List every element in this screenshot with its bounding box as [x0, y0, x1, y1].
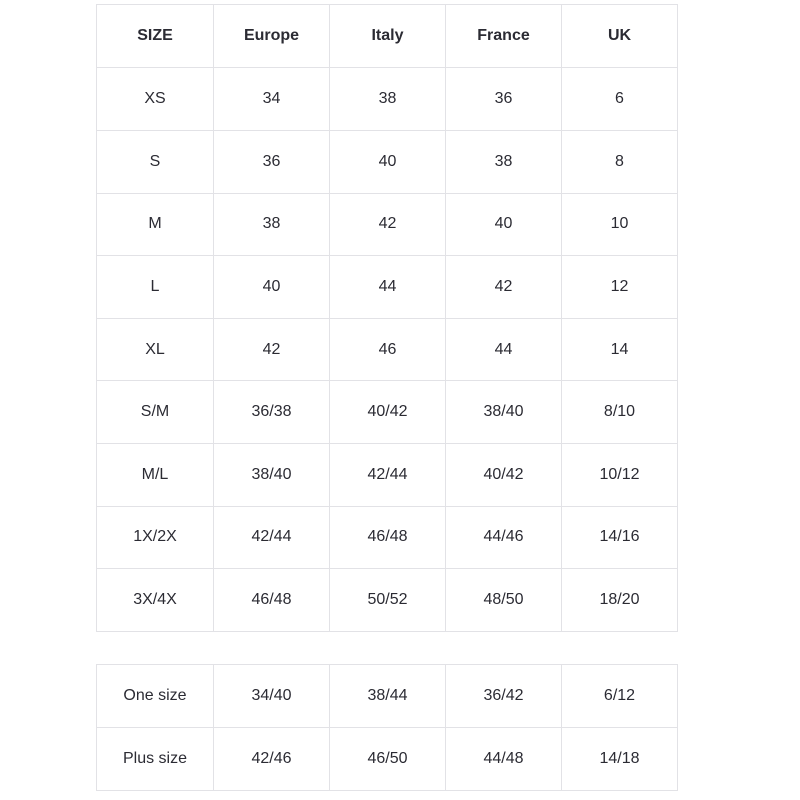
- table-row: [97, 68, 678, 131]
- cell-italy: 46: [330, 318, 446, 381]
- cell-europe: 42: [214, 318, 330, 381]
- row-label: One size: [97, 665, 214, 728]
- cell-italy: 40/42: [330, 381, 446, 444]
- row-label: S: [97, 131, 214, 194]
- cell-uk: 14/18: [562, 728, 678, 791]
- column-header-europe: Europe: [214, 5, 330, 68]
- cell-uk: 6/12: [562, 665, 678, 728]
- table-row: [97, 728, 678, 791]
- table-row: [97, 318, 678, 381]
- table-row: [97, 569, 678, 632]
- column-header-france: France: [446, 5, 562, 68]
- cell-europe: 38: [214, 193, 330, 256]
- cell-france: 40/42: [446, 443, 562, 506]
- cell-italy: 50/52: [330, 569, 446, 632]
- onesize-plussize-table: [96, 664, 678, 791]
- cell-france: 38: [446, 131, 562, 194]
- cell-europe: 36: [214, 131, 330, 194]
- cell-europe: 42/44: [214, 506, 330, 569]
- row-label: S/M: [97, 381, 214, 444]
- cell-europe: 38/40: [214, 443, 330, 506]
- row-label: L: [97, 256, 214, 319]
- table-header: [97, 5, 678, 68]
- table-row: [97, 443, 678, 506]
- cell-italy: 42: [330, 193, 446, 256]
- cell-europe: 34/40: [214, 665, 330, 728]
- cell-italy: 46/48: [330, 506, 446, 569]
- cell-france: 44/46: [446, 506, 562, 569]
- cell-italy: 46/50: [330, 728, 446, 791]
- table-row: [97, 506, 678, 569]
- cell-uk: 8/10: [562, 381, 678, 444]
- cell-france: 42: [446, 256, 562, 319]
- row-label: Plus size: [97, 728, 214, 791]
- cell-uk: 10/12: [562, 443, 678, 506]
- cell-france: 38/40: [446, 381, 562, 444]
- table-body: [97, 665, 678, 791]
- table-row: [97, 193, 678, 256]
- row-label: XS: [97, 68, 214, 131]
- row-label: 1X/2X: [97, 506, 214, 569]
- table-row: [97, 665, 678, 728]
- cell-italy: 38: [330, 68, 446, 131]
- cell-europe: 40: [214, 256, 330, 319]
- column-header-uk: UK: [562, 5, 678, 68]
- cell-italy: 42/44: [330, 443, 446, 506]
- cell-italy: 38/44: [330, 665, 446, 728]
- cell-uk: 12: [562, 256, 678, 319]
- cell-france: 40: [446, 193, 562, 256]
- row-label: M/L: [97, 443, 214, 506]
- cell-europe: 34: [214, 68, 330, 131]
- cell-europe: 46/48: [214, 569, 330, 632]
- table-row: [97, 381, 678, 444]
- cell-italy: 40: [330, 131, 446, 194]
- cell-italy: 44: [330, 256, 446, 319]
- table-body: [97, 68, 678, 632]
- onesize-plussize-table-container: [96, 664, 678, 791]
- size-conversion-table-container: [96, 4, 678, 632]
- row-label: 3X/4X: [97, 569, 214, 632]
- cell-france: 48/50: [446, 569, 562, 632]
- cell-france: 36: [446, 68, 562, 131]
- cell-uk: 18/20: [562, 569, 678, 632]
- cell-uk: 6: [562, 68, 678, 131]
- cell-europe: 42/46: [214, 728, 330, 791]
- cell-uk: 8: [562, 131, 678, 194]
- row-label: XL: [97, 318, 214, 381]
- cell-france: 44: [446, 318, 562, 381]
- cell-uk: 14: [562, 318, 678, 381]
- row-label: M: [97, 193, 214, 256]
- table-header-row: [97, 5, 678, 68]
- table-row: [97, 131, 678, 194]
- cell-france: 36/42: [446, 665, 562, 728]
- column-header-italy: Italy: [330, 5, 446, 68]
- table-row: [97, 256, 678, 319]
- cell-europe: 36/38: [214, 381, 330, 444]
- size-conversion-table: [96, 4, 678, 632]
- cell-france: 44/48: [446, 728, 562, 791]
- cell-uk: 10: [562, 193, 678, 256]
- cell-uk: 14/16: [562, 506, 678, 569]
- column-header-size: SIZE: [97, 5, 214, 68]
